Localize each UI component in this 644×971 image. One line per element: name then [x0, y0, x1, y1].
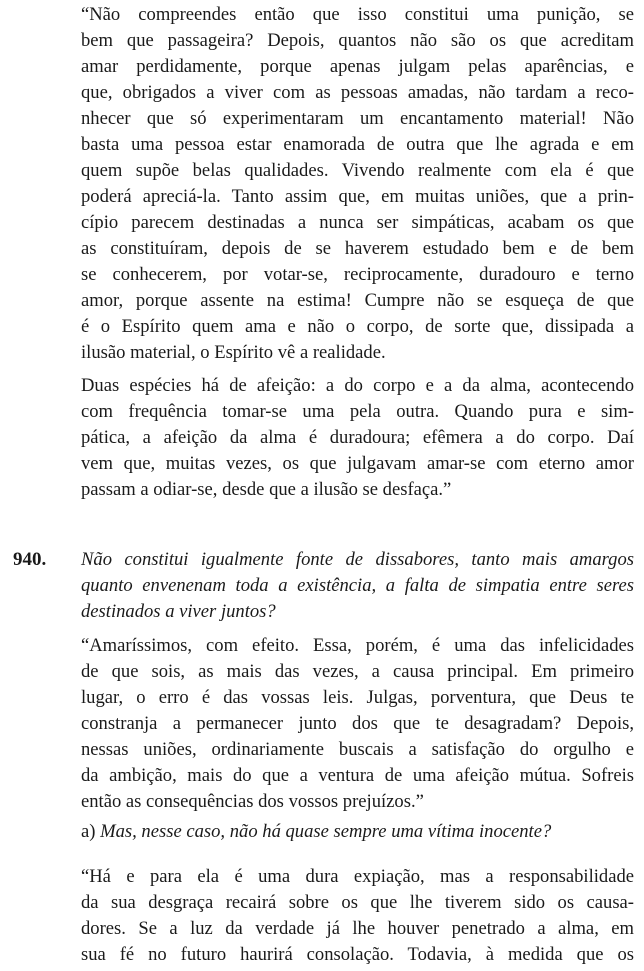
- text-line: Não constitui igualmente fonte de dissabores, tanto mais amargos: [81, 549, 634, 570]
- text-line: de que sois, as mais das vezes, a causa principal. Em primeiro: [81, 661, 634, 682]
- text-line: poderá apreciá-la. Tanto assim que, em muitas uniões, que a prin-: [81, 186, 634, 207]
- text-line: basta uma pessoa estar enamorada de outra que lhe agrada e em: [81, 134, 634, 155]
- paragraph-affection-types: [81, 373, 634, 503]
- text-line: sua fé no futuro haurirá consolação. Todavia, à medida que os: [81, 944, 634, 965]
- text-line: lugar, o erro é das vossas leis. Julgas, porventura, que Deus te: [81, 687, 634, 708]
- text-line: é o Espírito quem ama e não o corpo, de sorte que, dissipada a: [81, 316, 634, 337]
- text-line: que, obrigados a viver com as pessoas amadas, não tardam a reco-: [81, 82, 634, 103]
- subquestion-letter: a): [81, 821, 96, 842]
- text-line: amar perdidamente, porque apenas julgam pelas aparências, e: [81, 56, 634, 77]
- text-line: passam a odiar-se, desde que a ilusão se desfaça.”: [81, 479, 452, 500]
- paragraph-answer-continued: [81, 2, 634, 366]
- subquestion-text: Mas, nesse caso, não há quase sempre uma vítima inocente?: [100, 821, 552, 842]
- text-line: da ambição, mais do que a ventura de uma afeição mútua. Sofreis: [81, 765, 634, 786]
- question-number: 940.: [13, 549, 47, 570]
- text-line: da sua desgraça recairá sobre os que lhe tiverem sido os causa-: [81, 892, 634, 913]
- question-940: [81, 547, 634, 625]
- text-line: “Amaríssimos, com efeito. Essa, porém, é uma das infelicidades: [81, 635, 634, 656]
- text-line: as constituíram, depois de se haverem estudado bem e de bem: [81, 238, 634, 259]
- subanswer-a: [81, 864, 634, 968]
- text-line: “Não compreendes então que isso constitui uma punição, se: [81, 4, 634, 25]
- text-line: nessas uniões, ordinariamente buscais a satisfação do orgulho e: [81, 739, 634, 760]
- text-line: ilusão material, o Espírito vê a realidade.: [81, 342, 386, 363]
- text-line: amor, porque assente na estima! Cumpre não se esqueça de que: [81, 290, 634, 311]
- text-line: quanto envenenam toda a existência, a falta de simpatia entre seres: [81, 575, 634, 596]
- subquestion-a: [81, 819, 634, 845]
- text-line: então as consequências dos vossos prejuízos.”: [81, 791, 424, 812]
- text-line: vem que, muitas vezes, os que julgavam amar-se com eterno amor: [81, 453, 634, 474]
- text-line: com frequência tomar-se uma pela outra. Quando pura e sim-: [81, 401, 634, 422]
- text-line: se conhecerem, por votar-se, reciprocamente, duradouro e terno: [81, 264, 634, 285]
- text-line: destinados a viver juntos?: [81, 601, 276, 622]
- text-line: [81, 819, 634, 845]
- text-line: nhecer que só experimentaram um encantamento material! Não: [81, 108, 634, 129]
- text-line: Duas espécies há de afeição: a do corpo e a da alma, acontecendo: [81, 375, 634, 396]
- text-line: cípio parecem destinadas a nunca ser simpáticas, acabam os que: [81, 212, 634, 233]
- text-line: dores. Se a luz da verdade já lhe houver penetrado a alma, em: [81, 918, 634, 939]
- answer-940: [81, 633, 634, 815]
- text-line: “Há e para ela é uma dura expiação, mas a responsabilidade: [81, 866, 634, 887]
- text-line: bem que passageira? Depois, quantos não são os que acreditam: [81, 30, 634, 51]
- text-line: constranja a permanecer junto dos que te desagradam? Depois,: [81, 713, 634, 734]
- text-line: quem supõe belas qualidades. Vivendo realmente com ela é que: [81, 160, 634, 181]
- text-line: pática, a afeição da alma é duradoura; efêmera a do corpo. Daí: [81, 427, 634, 448]
